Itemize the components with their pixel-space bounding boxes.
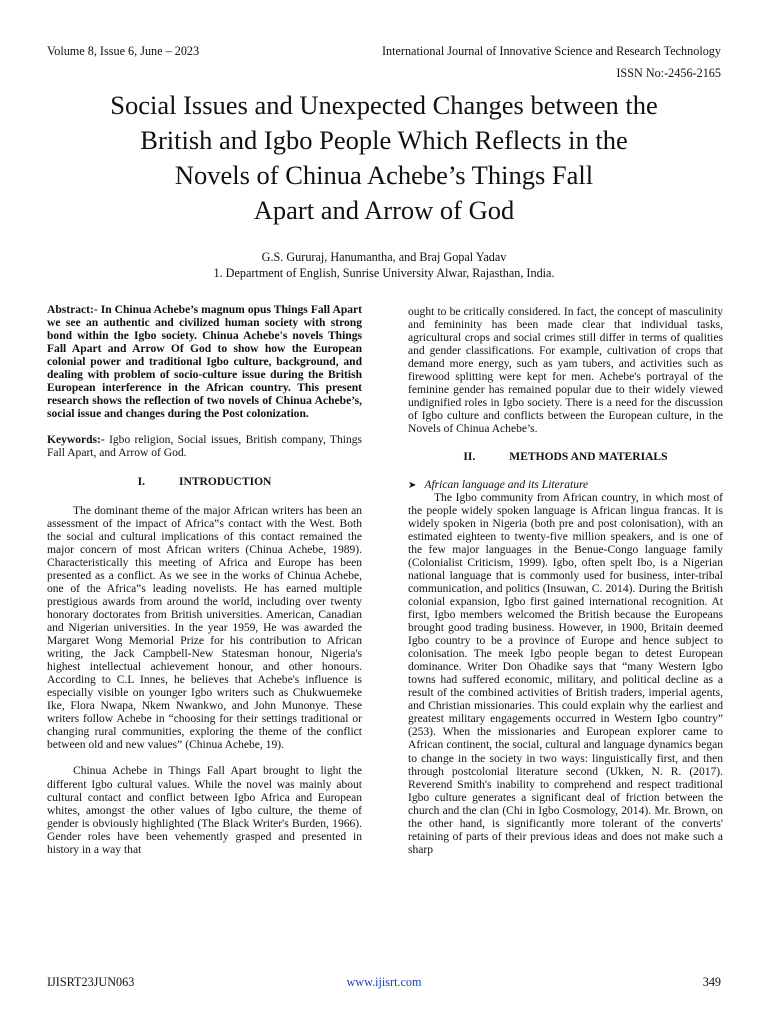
section-number: I. xyxy=(137,475,145,488)
keywords-text: Igbo religion, Social issues, British company, Things Fall Apart, and Arrow of God. xyxy=(47,434,363,460)
abstract-text: In Chinua Achebe’s magnum opus Things Fall Apart we see an authentic and civilized human society with strong bond within the Igbo society. Chinua Achebe's novels Things Fall Apart and Arrow Of God to show how the European colonial power and traditional Igbo culture, background, and dealing with problem of socio-culture issue during the British European interference in the African country. This present research shows the reflection of two novels of Chinua Achebe’s, social issue and changes during the Post colonization. xyxy=(47,304,362,421)
footer-article-id: IJISRT23JUN063 xyxy=(47,975,135,989)
page-number: 349 xyxy=(702,975,721,989)
subheading-african-language xyxy=(408,479,723,492)
intro-paragraph-3: ought to be critically considered. In fact, the concept of masculinity and femininity has been made clear that individual tasks, agricultural crops and social crimes still differ in terms of qualities and gender classifications. For example, cultivation of crops that demand more energy, such as yam tubers, and activities such as firewood splitting were kept for men. Achebe's portrayal of the feminine gender has remained popular due to their widely viewed undignified roles in Igbo society. There is a need for the discussion of Igbo culture and conflicts between the European culture, in the Novels of Chinua Achebe’s. xyxy=(408,306,723,436)
abstract xyxy=(47,304,362,421)
section-title: INTRODUCTION xyxy=(179,475,272,488)
abstract-label: Abstract:- xyxy=(47,304,98,316)
affiliation: 1. Department of English, Sunrise University Alwar, Rajasthan, India. xyxy=(213,266,555,280)
title-line-2: British and Igbo People Which Reflects in the xyxy=(140,125,628,155)
footer-website-link[interactable]: www.ijisrt.com xyxy=(346,975,422,989)
methods-paragraph-1: The Igbo community from African country, in which most of the people widely spoken language is African lingua francas. It is widely spoken in Nigeria (both pre and post colonisation), with an estimated eighteen to twenty-five million speakers, and is one of the few major languages in the Benue-Congo language family (Colonialist Criticism, 1999). Igbo, often spelt Ibo, is a Nigerian national language that is commonly used for business, inter-tribal communication, and politics (Insuwan, C. 2014). During the British colonial expansion, Igbo first gained international recognition. At first, Igbo members welcomed the British because the Europeans brought good trading business. However, in 1900, Britain deemed Igbo country to be a province of Europe and hence subject to colonisation. The meek Igbo people began to detest European dominance. Writer Don Ohadike says that “many Western Igbo towns had suffered economic, military, and political decline as a result of the combined activities of British traders, imperial agents, and Christian missionaries. This could explain why the earliest and greatest military engagements occurred in Western Igbo country” (253). When the missionaries and European explorer came to African continent, the social, cultural and language dynamics began to change in the society in two ways: linguistically first, and then through postcolonial literature second (Ukken, N. R. (2017). Reverend Smith's inability to comprehend and respect traditional Igbo culture generates a significant deal of friction between the church and the clan (Chi in Igbo Cosmology, 2014). Mr. Brown, on the other hand, is significantly more tolerant of the converts' retaining of parts of their previous ideas and does not make such a sharp xyxy=(408,491,723,856)
issn: ISSN No:-2456-2165 xyxy=(616,66,721,80)
section-heading-introduction xyxy=(47,476,362,489)
authors: G.S. Gururaj, Hanumantha, and Braj Gopal Yadav xyxy=(261,250,507,264)
intro-paragraph-1: The dominant theme of the major African writers has been an assessment of the impact of Africa‟s contact with the West. Both the social and cultural implications of this contact remained the major concern of most African writers (Chinua Achebe, 1989). Characteristically this meeting of Africa and Europe has been presented as a conflict. As we see in the works of Chinua Achebe, one of the Africa‟s leading novelists. He has earned multiple prestigious awards from around the world, including over twenty honorary doctorates from British universities. American, Canadian and Nigerian universities. In the year 1959, He was awarded the Margaret Wong Memorial Prize for his contribution to African writing, the Jack Campbell-New Statesman honour, Nigeria's highest intellectual achievement honour, and other honours. According to C.L Innes, he believes that Achebe's influence is especially visible on younger Igbo writers such as Chukwuemeke Ike, Flora Nwapa, Nkem Nwankwo, and John Munonye. These writers follow Achebe in “choosing for their settings traditional or changing rural communities, exploring the theme of the conflict between old and new values” (Chinua Achebe, 19). xyxy=(47,504,362,752)
title-line-1: Social Issues and Unexpected Changes between the xyxy=(110,90,658,120)
subheading-text: African language and its Literature xyxy=(424,478,589,491)
section-title: METHODS AND MATERIALS xyxy=(509,451,668,464)
paper-title xyxy=(40,88,728,228)
volume-info: Volume 8, Issue 6, June – 2023 xyxy=(47,44,200,58)
keywords xyxy=(47,434,362,460)
left-column xyxy=(47,304,362,857)
section-heading-methods xyxy=(408,451,723,464)
intro-paragraph-2: Chinua Achebe in Things Fall Apart brought to light the different Igbo cultural values. While the novel was mainly about cultural contact and conflict between Igbo Africa and European whites, amongst the other values of Igbo culture, the theme of gender is obviously highlighted (The Black Writer's Burden, 1966). Gender roles have been vehemently grasped and presented in history in a way that xyxy=(47,765,362,856)
arrow-bullet-icon: ➤ xyxy=(408,479,417,491)
title-line-3: Novels of Chinua Achebe’s Things Fall xyxy=(174,160,594,190)
section-number: II. xyxy=(463,451,476,464)
right-column xyxy=(408,306,723,857)
keywords-label: Keywords:- xyxy=(47,434,105,447)
title-line-4: Apart and Arrow of God xyxy=(253,195,515,225)
journal-name: International Journal of Innovative Science and Research Technology xyxy=(381,44,721,58)
